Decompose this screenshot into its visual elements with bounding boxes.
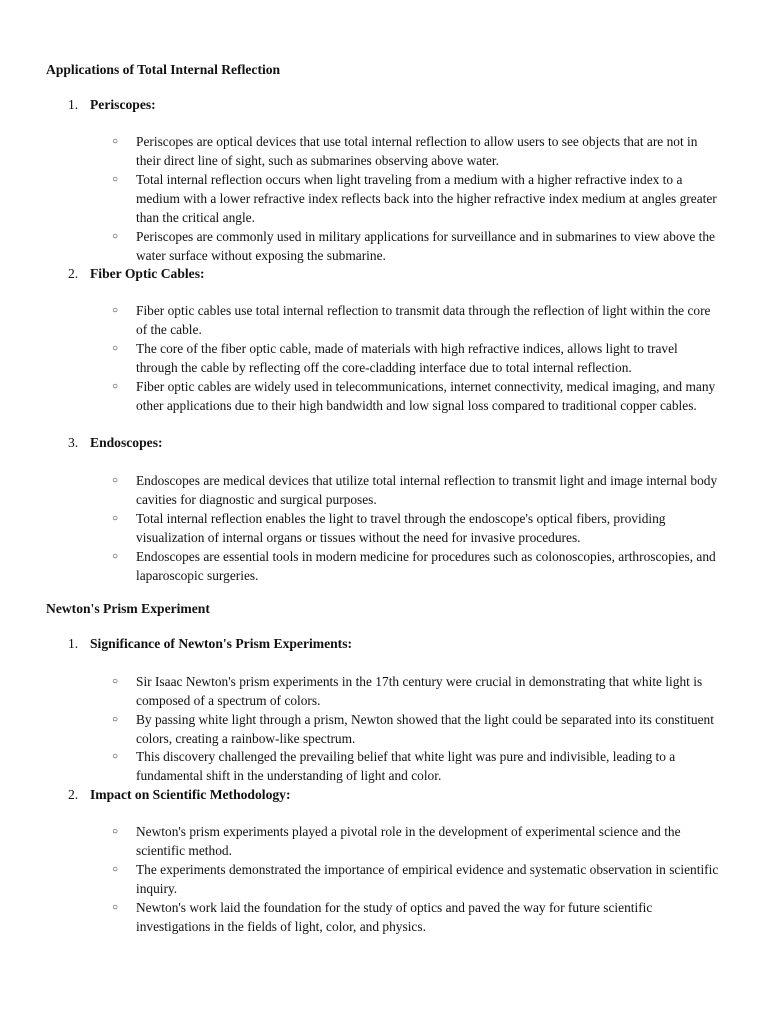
bullet-marker: ○ <box>112 136 119 147</box>
bullet-marker: ○ <box>112 475 119 486</box>
bullet-text: Endoscopes are essential tools in modern medicine for procedures such as colonoscopies, arthroscopies, and laparoscopic surgeries. <box>136 549 716 583</box>
bullet-item <box>112 228 722 266</box>
list-item-heading <box>68 434 163 452</box>
bullet-marker: ○ <box>112 305 119 316</box>
section-title: Applications of Total Internal Reflection <box>46 62 281 77</box>
bullet-item <box>112 472 722 510</box>
list-item-number: 1. <box>68 636 79 651</box>
bullet-item <box>112 673 722 711</box>
bullet-item <box>112 748 722 786</box>
bullet-marker: ○ <box>112 826 119 837</box>
bullet-item <box>112 133 722 171</box>
list-item-title: Fiber Optic Cables: <box>90 266 205 281</box>
bullet-item <box>112 899 722 937</box>
bullet-item <box>112 548 722 586</box>
bullet-item <box>112 340 722 378</box>
bullet-marker: ○ <box>112 174 119 185</box>
bullet-text: Endoscopes are medical devices that utilize total internal reflection to transmit light and image internal body cavities for diagnostic and surgical purposes. <box>136 473 718 507</box>
bullet-item <box>112 711 722 749</box>
list-item-title: Periscopes: <box>90 97 156 112</box>
list-item-heading <box>68 96 156 114</box>
bullet-text: Total internal reflection enables the light to travel through the endoscope's optical fibers, providing visualization of internal organs or tissues without the need for invasive procedures. <box>136 511 666 545</box>
bullet-marker: ○ <box>112 676 119 687</box>
bullet-text: Sir Isaac Newton's prism experiments in the 17th century were crucial in demonstrating that white light is composed of a spectrum of colors. <box>136 674 703 708</box>
bullet-text: The core of the fiber optic cable, made of materials with high refractive indices, allows light to travel through the cable by reflecting off the core-cladding interface due to total internal reflection. <box>136 341 678 375</box>
bullet-marker: ○ <box>112 751 119 762</box>
bullet-text: Newton's work laid the foundation for the study of optics and paved the way for future scientific investigations in the fields of light, color, and physics. <box>136 900 653 934</box>
bullet-text: This discovery challenged the prevailing belief that white light was pure and indivisible, leading to a fundamental shift in the understanding of light and color. <box>136 749 676 783</box>
bullet-text: Total internal reflection occurs when light traveling from a medium with a higher refractive index to a medium with a lower refractive index reflects back into the higher refractive index medium at angles greater than the critical angle. <box>136 172 717 225</box>
bullet-marker: ○ <box>112 864 119 875</box>
bullet-text: Periscopes are commonly used in military applications for surveillance and in submarines to view above the water surface without exposing the submarine. <box>136 229 715 263</box>
list-item-title: Endoscopes: <box>90 435 163 450</box>
list-item-title: Significance of Newton's Prism Experiments: <box>90 636 353 651</box>
list-item-number: 2. <box>68 266 79 281</box>
bullet-marker: ○ <box>112 714 119 725</box>
bullet-text: Newton's prism experiments played a pivotal role in the development of experimental science and the scientific method. <box>136 824 681 858</box>
list-item-title: Impact on Scientific Methodology: <box>90 787 291 802</box>
bullet-item <box>112 510 722 548</box>
list-item-number: 1. <box>68 97 79 112</box>
list-item-heading <box>68 786 291 804</box>
bullet-marker: ○ <box>112 513 119 524</box>
list-item-heading <box>68 635 352 653</box>
bullet-text: Periscopes are optical devices that use total internal reflection to allow users to see objects that are not in their direct line of sight, such as submarines observing above water. <box>136 134 698 168</box>
bullet-item <box>112 171 722 227</box>
bullet-item <box>112 861 722 899</box>
bullet-text: The experiments demonstrated the importance of empirical evidence and systematic observation in scientific inquiry. <box>136 862 719 896</box>
bullet-marker: ○ <box>112 343 119 354</box>
bullet-text: Fiber optic cables use total internal reflection to transmit data through the reflection of light within the core of the cable. <box>136 303 711 337</box>
bullet-text: Fiber optic cables are widely used in telecommunications, internet connectivity, medical imaging, and many other applications due to their high bandwidth and low signal loss compared to traditional copper cables. <box>136 379 716 413</box>
bullet-item <box>112 302 722 340</box>
list-item-heading <box>68 265 205 283</box>
bullet-marker: ○ <box>112 381 119 392</box>
bullet-item <box>112 378 722 416</box>
bullet-marker: ○ <box>112 551 119 562</box>
bullet-marker: ○ <box>112 231 119 242</box>
list-item-number: 3. <box>68 435 79 450</box>
bullet-item <box>112 823 722 861</box>
section-title: Newton's Prism Experiment <box>46 601 210 616</box>
bullet-text: By passing white light through a prism, Newton showed that the light could be separated into its constituent colors, creating a rainbow-like spectrum. <box>136 712 714 746</box>
list-item-number: 2. <box>68 787 79 802</box>
bullet-marker: ○ <box>112 902 119 913</box>
